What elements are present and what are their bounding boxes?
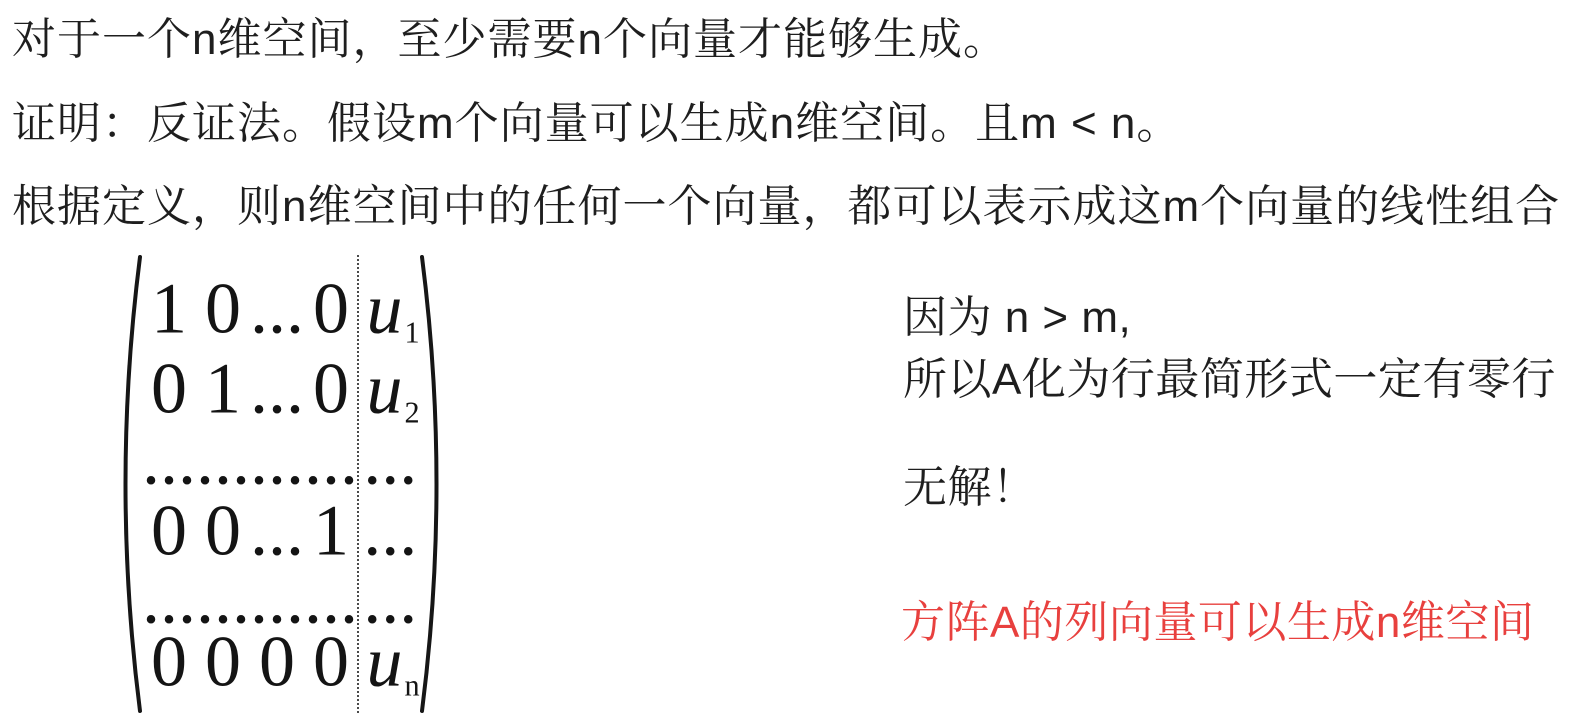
conclusion-note: 方阵A的列向量可以生成n维空间 xyxy=(901,598,1535,647)
matrix-cell: ... xyxy=(304,558,358,639)
right-parenthesis xyxy=(420,253,444,715)
augmented-matrix xyxy=(118,253,444,715)
definition-line: 根据定义，则n维空间中的任何一个向量，都可以表示成这m个向量的线性组合 xyxy=(12,182,1561,231)
vector-symbol: u xyxy=(366,621,403,702)
matrix-row xyxy=(142,348,422,430)
matrix-row xyxy=(142,268,422,350)
matrix-cell: 0 xyxy=(205,490,241,571)
matrix-cell: 0 xyxy=(151,348,187,429)
matrix-cell: ... xyxy=(142,419,196,500)
proof-setup-line: 证明：反证法。假设m个向量可以生成n维空间。且m < n。 xyxy=(12,99,1182,148)
matrix-cell: 0 xyxy=(151,490,187,571)
vector-subscript: n xyxy=(404,668,420,703)
matrix-cell: ... xyxy=(250,490,304,571)
matrix-cell: 0 xyxy=(313,621,349,702)
matrix-cell: ... xyxy=(196,558,250,639)
matrix-cell: 0 xyxy=(205,621,241,702)
therefore-note: 所以A化为行最简形式一定有零行 xyxy=(903,355,1556,404)
vector-subscript: 1 xyxy=(404,315,420,350)
matrix-augmented-cell xyxy=(364,348,422,430)
matrix-cell: 0 xyxy=(205,268,241,349)
vector-subscript: 2 xyxy=(404,395,420,430)
matrix-cell: ... xyxy=(304,419,358,500)
left-parenthesis xyxy=(118,253,142,715)
vector-symbol: ... xyxy=(365,490,419,571)
matrix-cell: 1 xyxy=(205,348,241,429)
no-solution-note: 无解！ xyxy=(903,463,1037,512)
vector-symbol: ... xyxy=(365,419,419,500)
matrix-augmented-cell xyxy=(364,419,422,500)
matrix-cell: 1 xyxy=(151,268,187,349)
matrix-cell: 0 xyxy=(259,621,295,702)
matrix-cell: ... xyxy=(250,348,304,429)
vector-symbol: ... xyxy=(365,558,419,639)
matrix-row xyxy=(142,419,422,500)
matrix-cell: ... xyxy=(250,268,304,349)
vector-symbol: u xyxy=(366,268,403,349)
matrix-augmented-cell xyxy=(364,621,422,703)
vector-symbol: u xyxy=(366,348,403,429)
matrix-cell: ... xyxy=(142,558,196,639)
matrix-cell: ... xyxy=(250,558,304,639)
matrix-cell: ... xyxy=(196,419,250,500)
statement-line: 对于一个n维空间，至少需要n个向量才能够生成。 xyxy=(12,15,1008,64)
matrix-cell: 1 xyxy=(313,490,349,571)
because-note: 因为 n > m, xyxy=(903,293,1132,342)
matrix-augmented-cell xyxy=(364,268,422,350)
matrix-cell: 0 xyxy=(313,268,349,349)
matrix-cell: 0 xyxy=(313,348,349,429)
matrix-row xyxy=(142,621,422,703)
matrix-cell: ... xyxy=(250,419,304,500)
matrix-cell: 0 xyxy=(151,621,187,702)
